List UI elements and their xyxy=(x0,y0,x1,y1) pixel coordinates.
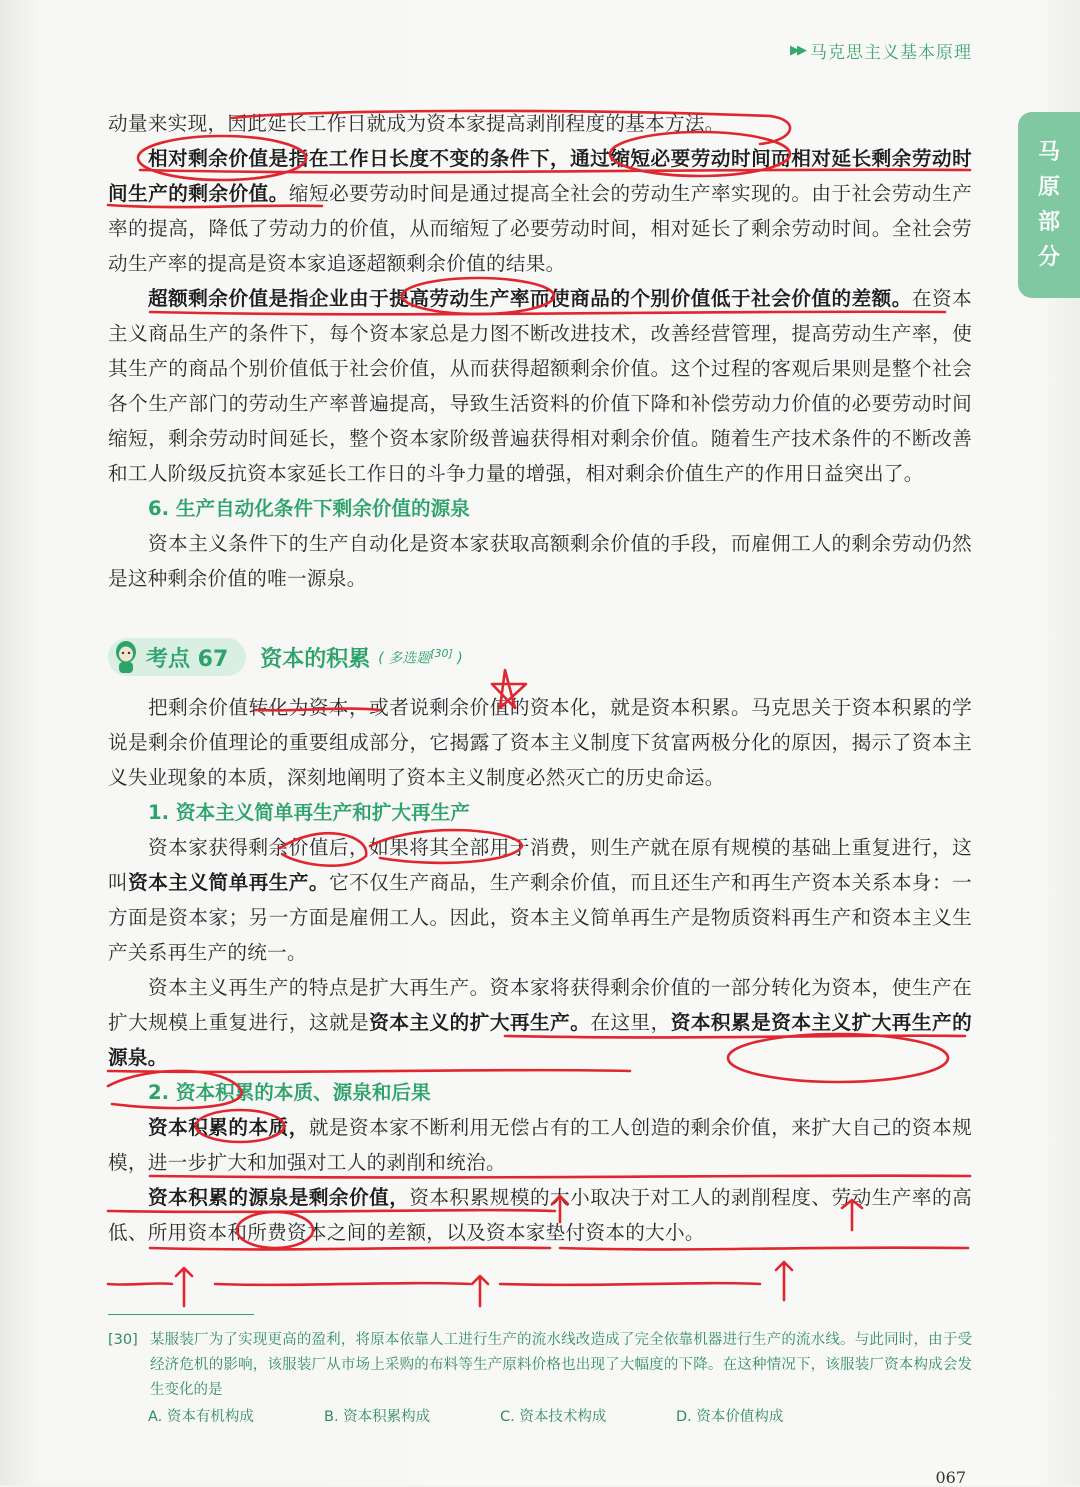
kaodian-heading xyxy=(108,632,972,682)
paragraph: 资本积累的源泉是剩余价值，资本积累规模的大小取决于对工人的剥削程度、劳动生产率的高低、所用资本和所费资本之间的差额，以及资本家垫付资本的大小。 xyxy=(108,1186,972,1244)
kaodian-label: 考点 67 xyxy=(146,646,229,672)
paragraph: 资本主义再生产的特点是扩大再生产。资本家将获得剩余价值的一部分转化为资本，使生产在扩大规模上重复进行，这就是资本主义的扩大再生产。在这里，资本积累是资本主义扩大再生产的源泉。 xyxy=(108,976,972,1069)
ink-arrow xyxy=(776,1262,792,1300)
footnote xyxy=(108,1328,972,1430)
definition-bold: 相对剩余价值是指在工作日长度不变的条件下，通过缩短必要劳动时间而相对延长剩余劳动时间生产的剩余价值。 xyxy=(108,147,972,205)
side-tab-char: 马 xyxy=(1037,140,1060,165)
option-d: D. 资本价值构成 xyxy=(676,1409,784,1425)
ink-arrow xyxy=(176,1268,192,1306)
option-b: B. 资本积累构成 xyxy=(324,1409,431,1425)
paragraph: 超额剩余价值是指企业由于提高劳动生产率而使商品的个别价值低于社会价值的差额。在资本主义商品生产的条件下，每个资本家总是力图不断改进技术，改善经营管理，提高劳动生产率，使其生产的商品个别价值低于社会价值，从而获得超额剩余价值。这个过程的客观后果则是整个社会各个生产部门的劳动生产率普遍提高，导致生活资料的价值下降和补偿劳动力价值的必要劳动时间缩短，剩余劳动时间延长，整个资本家阶级普遍获得相对剩余价值。随着生产技术条件的不断改善和工人阶级反抗资本家延长工作日的斗争力量的增强，相对剩余价值生产的作用日益突出了。 xyxy=(108,287,972,485)
paragraph: 动量来实现，因此延长工作日就成为资本家提高剥削程度的基本方法。 xyxy=(108,112,725,135)
mascot-icon xyxy=(112,640,140,674)
footnote-options xyxy=(108,1405,972,1430)
ink-underline xyxy=(500,1283,760,1285)
paragraph: 资本积累的本质，就是资本家不断利用无偿占有的工人创造的剩余价值，来扩大自己的资本规模，进一步扩大和加强对工人的剥削和统治。 xyxy=(108,1116,972,1174)
question-type-tag: ( 多选题[30] ) xyxy=(378,646,463,667)
side-tab xyxy=(1018,112,1080,298)
running-header-title: 马克思主义基本原理 xyxy=(810,43,972,63)
subsection-heading: 2. 资本积累的本质、源泉和后果 xyxy=(148,1081,431,1104)
subsection-heading: 6. 生产自动化条件下剩余价值的源泉 xyxy=(148,497,470,520)
ink-arrow xyxy=(472,1276,488,1306)
ink-underline xyxy=(108,1283,172,1284)
kaodian-badge xyxy=(108,638,246,676)
paragraph: 把剩余价值转化为资本，或者说剩余价值的资本化，就是资本积累。马克思关于资本积累的学说是剩余价值理论的重要组成部分，它揭露了资本主义制度下贫富两极分化的原因，揭示了资本主义失业现象的本质，深刻地阐明了资本主义制度必然灭亡的历史命运。 xyxy=(108,696,972,789)
option-c: C. 资本技术构成 xyxy=(500,1409,607,1425)
side-tab-char: 部 xyxy=(1037,210,1060,235)
definition-bold: 超额剩余价值是指企业由于提高劳动生产率而使商品的个别价值低于社会价值的差额。 xyxy=(148,287,912,310)
subsection-heading: 1. 资本主义简单再生产和扩大再生产 xyxy=(148,801,470,824)
double-arrow-icon: ▶▶ xyxy=(790,43,804,58)
paragraph: 资本家获得剩余价值后，如果将其全部用于消费，则生产就在原有规模的基础上重复进行，这叫资本主义简单再生产。它不仅生产商品，生产剩余价值，而且还生产和再生产资本关系本身：一方面是资本家；另一方面是雇佣工人。因此，资本主义简单再生产是物质资料再生产和资本主义生产关系再生产的统一。 xyxy=(108,836,973,964)
side-tab-char: 原 xyxy=(1037,175,1060,200)
page-number: 067 xyxy=(935,1468,966,1487)
main-text xyxy=(108,106,972,1250)
footnote-number: [30] xyxy=(108,1332,138,1348)
running-header xyxy=(790,38,972,63)
paragraph: 相对剩余价值是指在工作日长度不变的条件下，通过缩短必要劳动时间而相对延长剩余劳动时间生产的剩余价值。缩短必要劳动时间是通过提高全社会的劳动生产率实现的。由于社会劳动生产率的提高，降低了劳动力的价值，从而缩短了必要劳动时间，相对延长了剩余劳动时间。全社会劳动生产率的提高是资本家追逐超额剩余价值的结果。 xyxy=(108,147,973,275)
kaodian-title: 资本的积累 xyxy=(260,646,371,672)
footnote-divider xyxy=(108,1314,254,1315)
paragraph: 资本主义条件下的生产自动化是资本家获取高额剩余价值的手段，而雇佣工人的剩余劳动仍然是这种剩余价值的唯一源泉。 xyxy=(108,532,972,590)
option-a: A. 资本有机构成 xyxy=(148,1409,254,1425)
ink-underline xyxy=(215,1283,470,1285)
footnote-ref: [30] xyxy=(430,646,453,660)
footnote-text: 某服装厂为了实现更高的盈利，将原本依靠人工进行生产的流水线改造成了完全依靠机器进行生产的流水线。与此同时，由于受经济危机的影响，该服装厂从市场上采购的布料等生产原料价格也出现了大幅度的下降。在这种情况下，该服装厂资本构成会发生变化的是 xyxy=(150,1332,972,1398)
side-tab-char: 分 xyxy=(1037,245,1060,270)
